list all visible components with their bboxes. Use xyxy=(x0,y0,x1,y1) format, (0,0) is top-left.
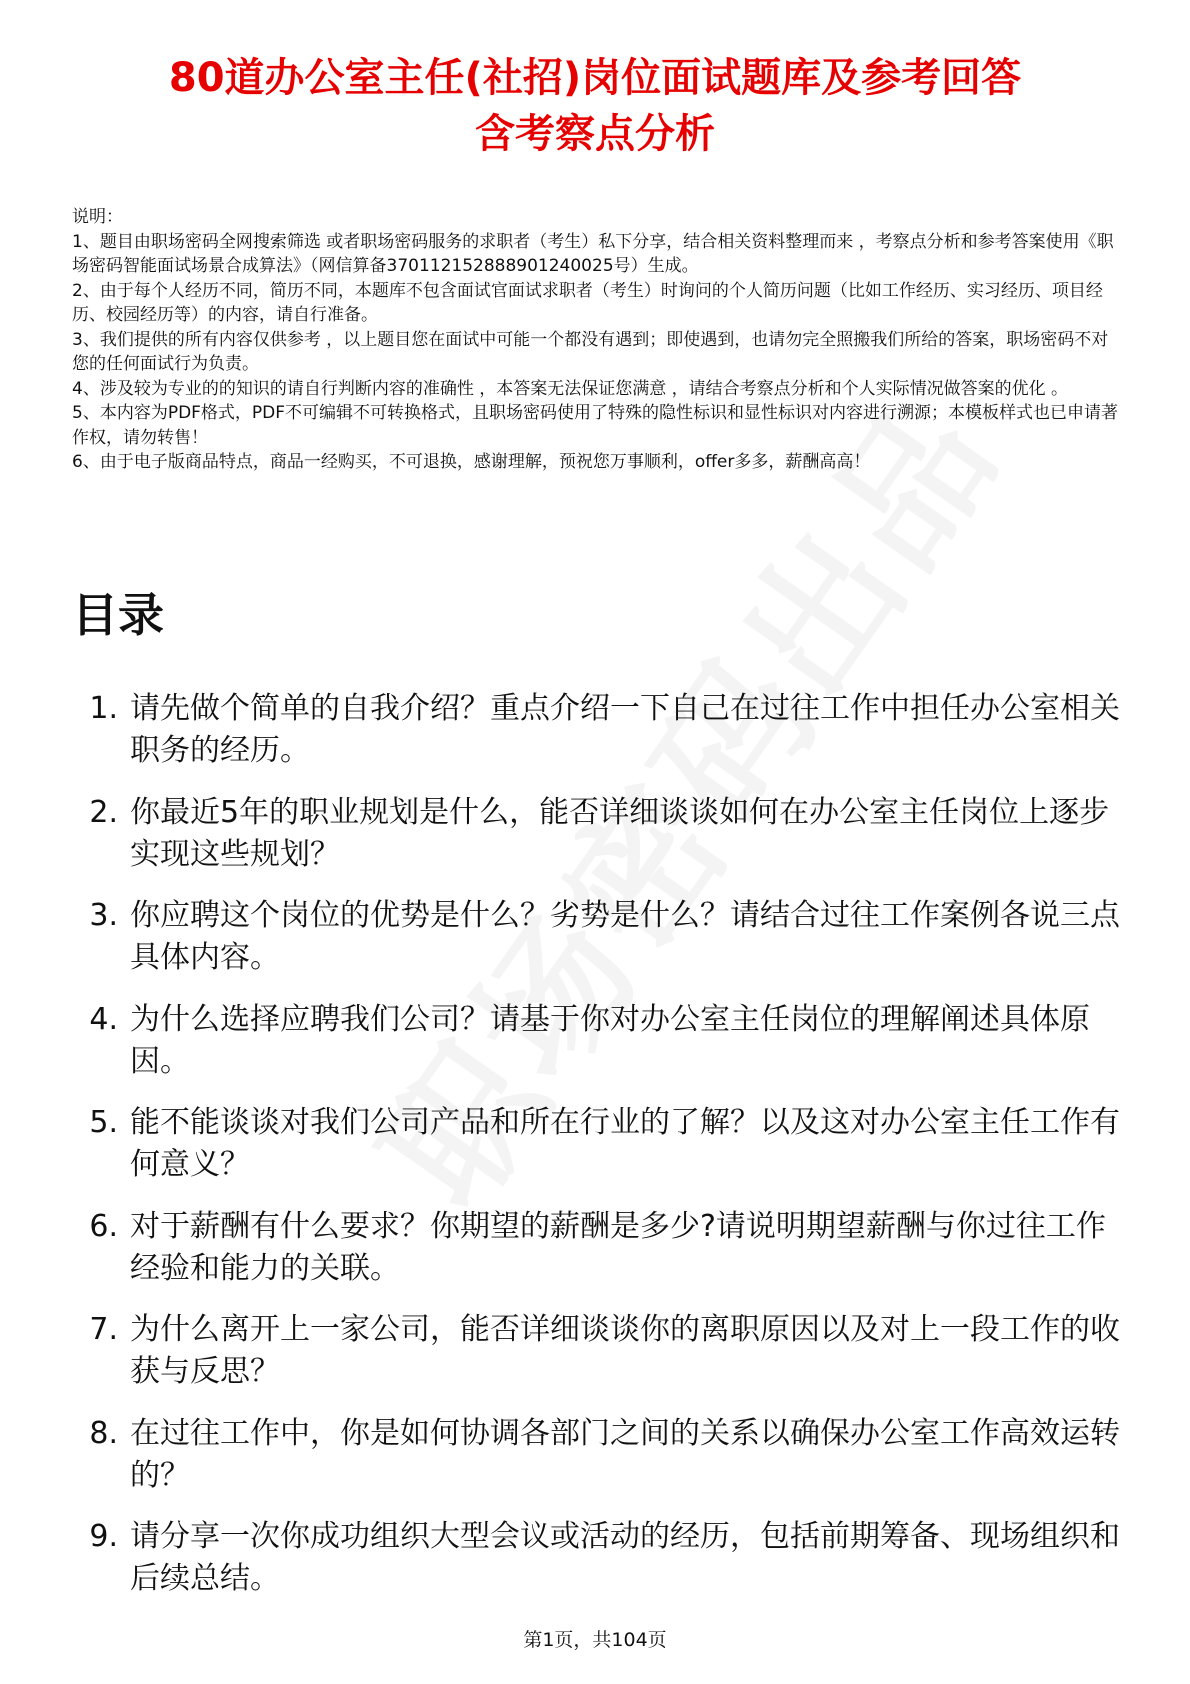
toc-item[interactable] xyxy=(72,999,1132,1103)
document-title-line-2: 含考察点分析 xyxy=(475,111,715,157)
toc-item-text: 为什么离开上一家公司，能否详细谈谈你的离职原因以及对上一段工作的收获与反思？ xyxy=(130,1312,1120,1389)
toc-item[interactable] xyxy=(72,1413,1132,1517)
toc-item-number: 4. xyxy=(89,1001,118,1037)
toc-item-text: 能不能谈谈对我们公司产品和所在行业的了解？以及这对办公室主任工作有何意义？ xyxy=(130,1105,1120,1182)
toc-item-text: 你最近5年的职业规划是什么，能否详细谈谈如何在办公室主任岗位上逐步实现这些规划？ xyxy=(130,794,1110,872)
notes-item: 5、本内容为PDF格式，PDF不可编辑不可转换格式，且职场密码使用了特殊的隐性标识和显性标识对内容进行溯源；本模板样式也已申请著作权，请勿转售！ xyxy=(72,403,1119,448)
document-title xyxy=(40,50,1150,162)
notes-item: 2、由于每个人经历不同，简历不同，本题库不包含面试官面试求职者（考生）时询问的个人简历问题（比如工作经历、实习经历、项目经历、校园经历等）的内容，请自行准备。 xyxy=(72,280,1103,325)
toc-item[interactable] xyxy=(72,1102,1132,1206)
toc-item[interactable] xyxy=(72,792,1132,896)
notes-item: 4、涉及较为专业的的知识的请自行判断内容的准确性 ，本答案无法保证您满意 ，请结合考察点分析和个人实际情况做答案的优化 。 xyxy=(72,378,1069,399)
toc-item-number: 6. xyxy=(89,1208,118,1244)
toc-heading: 目录 xyxy=(72,588,164,642)
notes-heading: 说明： xyxy=(72,207,123,227)
toc-item-number: 5. xyxy=(89,1105,118,1140)
toc-list xyxy=(72,688,1132,1620)
toc-item-number: 1. xyxy=(89,691,118,726)
notes-item: 1、题目由职场密码全网搜索筛选 或者职场密码服务的求职者（考生）私下分享，结合相关资料整理而来 ，考察点分析和参考答案使用《职场密码智能面试场景合成算法》（网信算备370112152888901240025号）生成。 xyxy=(72,231,1114,276)
toc-item[interactable] xyxy=(72,1309,1132,1413)
toc-item-text: 对于薪酬有什么要求？你期望的薪酬是多少?请说明期望薪酬与你过往工作经验和能力的关联。 xyxy=(130,1208,1106,1286)
toc-item[interactable] xyxy=(72,895,1132,999)
toc-item-text: 你应聘这个岗位的优势是什么？劣势是什么？请结合过往工作案例各说三点具体内容。 xyxy=(130,898,1120,975)
toc-item-text: 在过往工作中，你是如何协调各部门之间的关系以确保办公室工作高效运转的？ xyxy=(130,1415,1120,1493)
page-number: 第1页，共104页 xyxy=(523,1629,667,1651)
notes-item: 3、我们提供的所有内容仅供参考 ，以上题目您在面试中可能一个都没有遇到；即使遇到，也请勿完全照搬我们所给的答案，职场密码不对您的任何面试行为负责。 xyxy=(72,329,1109,374)
toc-item-number: 2. xyxy=(89,794,118,830)
toc-item[interactable] xyxy=(72,688,1132,792)
toc-item[interactable] xyxy=(72,1206,1132,1310)
toc-item-number: 7. xyxy=(89,1312,118,1347)
toc-item[interactable] xyxy=(72,1516,1132,1620)
notes-section xyxy=(72,205,1122,475)
document-title-line-1: 80道办公室主任(社招)岗位面试题库及参考回答 xyxy=(168,55,1022,101)
toc-item-text: 为什么选择应聘我们公司？请基于你对办公室主任岗位的理解阐述具体原因。 xyxy=(130,1001,1090,1079)
toc-item-text: 请先做个简单的自我介绍？重点介绍一下自己在过往工作中担任办公室相关职务的经历。 xyxy=(130,691,1120,768)
toc-item-text: 请分享一次你成功组织大型会议或活动的经历，包括前期筹备、现场组织和后续总结。 xyxy=(130,1519,1120,1596)
toc-item-number: 8. xyxy=(89,1415,118,1451)
toc-item-number: 9. xyxy=(89,1519,118,1554)
toc-item-number: 3. xyxy=(89,898,118,933)
notes-item: 6、由于电子版商品特点，商品一经购买，不可退换，感谢理解，预祝您万事顺利，offer多多，薪酬高高！ xyxy=(72,452,871,472)
